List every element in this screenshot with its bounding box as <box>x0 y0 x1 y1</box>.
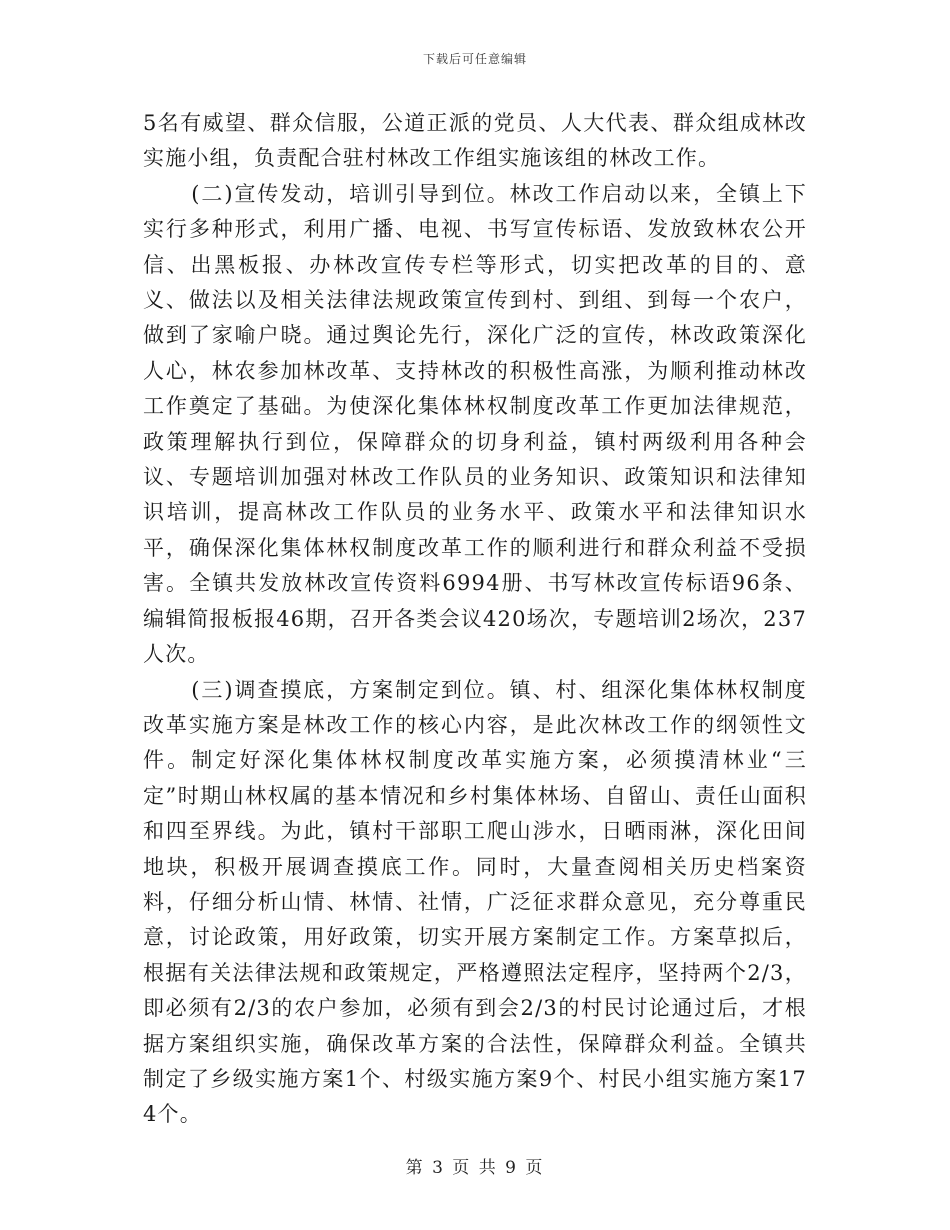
page-footer <box>0 1153 950 1178</box>
paragraph-2: (二)宣传发动，培训引导到位。林改工作启动以来，全镇上下实行多种形式，利用广播、电视、书写宣传标语、发放致林农公开信、出黑板报、办林改宣传专栏等形式，切实把改革的目的、意义、做法以及相关法律法规政策宣传到村、到组、到每一个农户，做到了家喻户晓。通过舆论先行，深化广泛的宣传，林改政策深化人心，林农参加林改革、支持林改的积极性高涨，为顺利推动林改工作奠定了基础。为使深化集体林权制度改革工作更加法律规范，政策理解执行到位，保障群众的切身利益，镇村两级利用各种会议、专题培训加强对林改工作队员的业务知识、政策知识和法律知识培训，提高林改工作队员的业务水平、政策水平和法律知识水平，确保深化集体林权制度改革工作的顺利进行和群众利益不受损害。全镇共发放林改宣传资料6994册、书写林改宣传标语96条、编辑简报板报46期，召开各类会议420场次，专题培训2场次，237人次。 <box>143 181 807 667</box>
paragraph-1: 5名有威望、群众信服，公道正派的党员、人大代表、群众组成林改实施小组，负责配合驻村林改工作组实施该组的林改工作。 <box>143 111 807 171</box>
document-body <box>143 106 807 1133</box>
page-number: 第 3 页 共 9 页 <box>405 1158 545 1178</box>
paragraph-3: (三)调查摸底，方案制定到位。镇、村、组深化集体林权制度改革实施方案是林改工作的核心内容，是此次林改工作的纲领性文件。制定好深化集体林权制度改革实施方案，必须摸清林业“三定”时期山林权属的基本情况和乡村集体林场、自留山、责任山面积和四至界线。为此，镇村干部职工爬山涉水，日晒雨淋，深化田间地块，积极开展调查摸底工作。同时，大量查阅相关历史档案资料，仔细分析山情、林情、社情，广泛征求群众意见，充分尊重民意，讨论政策，用好政策，切实开展方案制定工作。方案草拟后，根据有关法律法规和政策规定，严格遵照法定程序，坚持两个2/3，即必须有2/3的农户参加，必须有到会2/3的村民讨论通过后，才根据方案组织实施，确保改革方案的合法性，保障群众利益。全镇共制定了乡级实施方案1个、村级实施方案9个、村民小组实施方案174个。 <box>143 677 807 1127</box>
header-note: 下载后可任意编辑 <box>422 52 527 66</box>
